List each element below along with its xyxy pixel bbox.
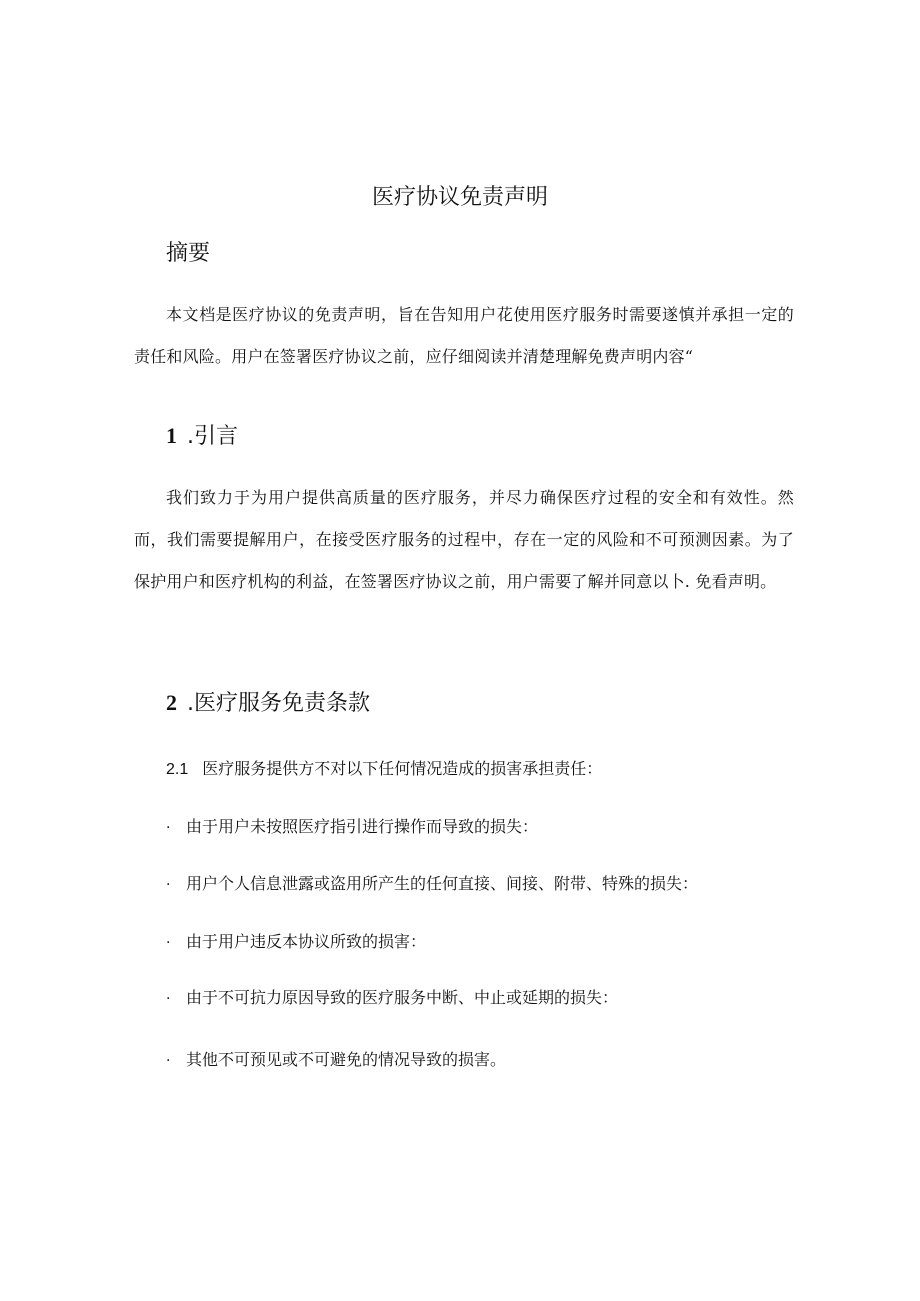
section-title: .医疗服务免责条款 [187, 691, 370, 716]
bullet-icon: · [166, 820, 171, 836]
list-item-text: 用户个人信息泄露或盗用所产生的任何直接、间接、附带、特殊的损失： [186, 874, 699, 893]
list-item-text: 其他不可预见或不可避免的情况导致的损害。 [186, 1050, 507, 1069]
list-item [166, 1047, 506, 1074]
introduction-paragraph: 我们致力于为用户提供高质量的医疗服务，并尽力确保医疗过程的安全和有效性。然而，我们需要提解用户，在接受医疗服务的过程中，存在一定的风险和不可预测因素。为了保护用户和医疗机构的利益，在签署医疗协议之前，用户需要了解并同意以卜. 免看声明。 [134, 488, 794, 591]
list-item-text: 由于用户违反本协议所致的损害： [186, 932, 427, 951]
list-item [166, 929, 426, 956]
section-title: .引言 [187, 424, 238, 449]
document-title: 医疗协议免责声明 [371, 185, 548, 210]
abstract-paragraph: 本文档是医疗协议的免责声明，旨在告知用户花使用医疗服务时需要遂慎并承担一定的责任和风险。用户在签署医疗协议之前，应仔细阅读并清楚理解免费声明内容“ [134, 305, 794, 366]
section-heading-disclaimer-clauses [166, 685, 370, 722]
section-number: 1 [166, 423, 177, 448]
list-item [166, 985, 618, 1012]
section-heading-introduction [166, 418, 238, 455]
list-item-text: 由于不可抗力原因导致的医疗服务中断、中止或延期的损失： [186, 988, 619, 1007]
clause-2-1 [166, 756, 602, 783]
clause-text: 医疗服务提供方不对以下任何情况造成的损害承担责任： [202, 759, 603, 778]
list-item [166, 871, 698, 898]
clause-number: 2.1 [166, 761, 189, 778]
bullet-icon: · [166, 1053, 171, 1069]
list-item-text: 由于用户未按照医疗指引进行操作而导致的损失： [186, 817, 539, 836]
bullet-icon: · [166, 935, 171, 951]
bullet-icon: · [166, 991, 171, 1007]
bullet-icon: · [166, 877, 171, 893]
section-number: 2 [166, 690, 177, 715]
list-item [166, 814, 538, 841]
abstract-heading: 摘要 [166, 241, 211, 266]
